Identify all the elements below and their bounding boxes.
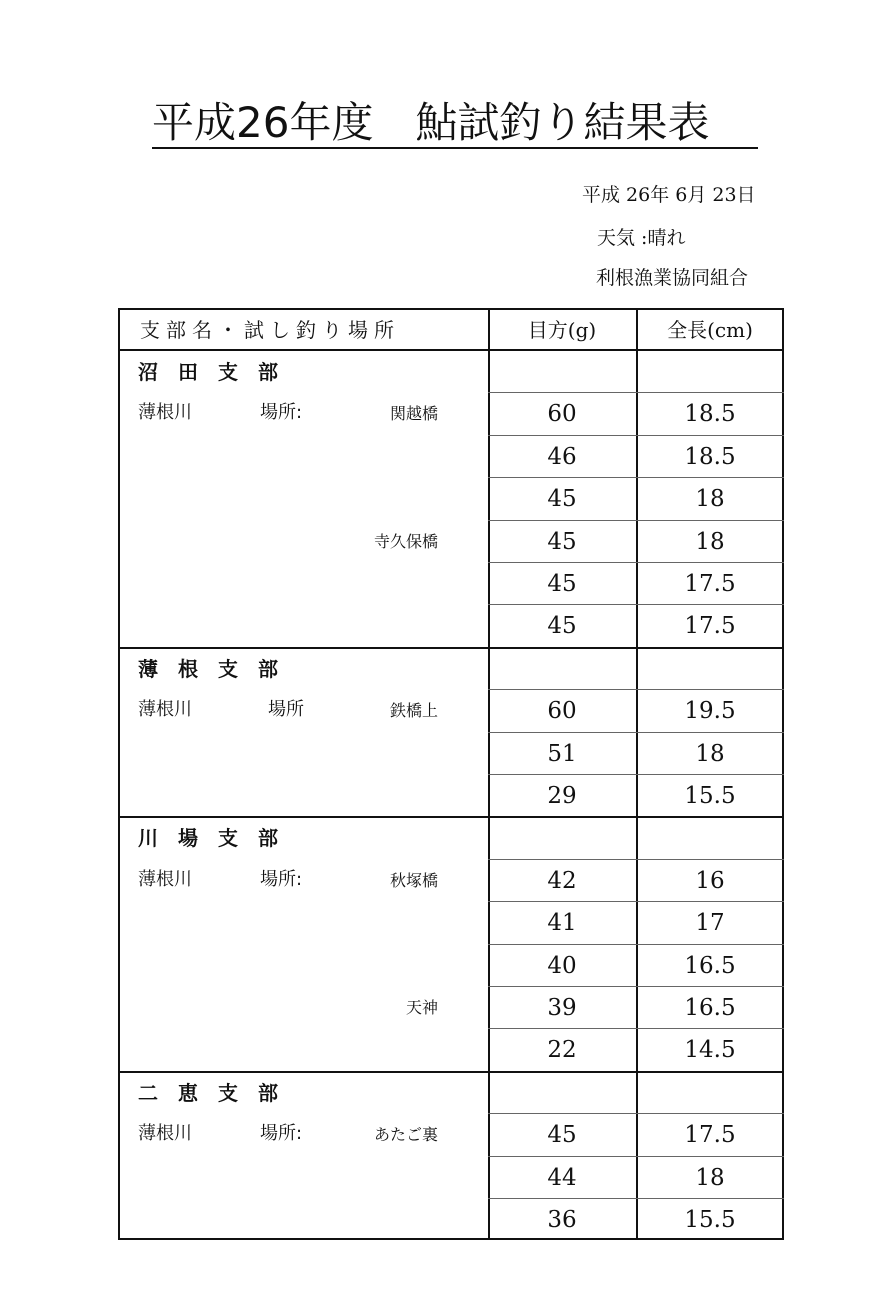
weight-value: 60 — [547, 698, 577, 725]
results-table — [118, 308, 784, 1240]
weight-value: 60 — [547, 401, 577, 428]
branch-divider — [118, 816, 784, 818]
row-separator — [488, 1113, 784, 1114]
row-separator — [488, 604, 784, 605]
weight-value: 45 — [547, 571, 577, 597]
weather-text: 天気 :晴れ — [597, 227, 686, 249]
length-value: 18 — [695, 528, 725, 555]
row-separator — [488, 1028, 784, 1029]
row-separator — [488, 774, 784, 775]
row-separator — [488, 435, 784, 436]
branch-name: 川場支部 — [138, 826, 298, 851]
river-name: 薄根川 — [138, 699, 192, 721]
weight-value: 45 — [547, 528, 577, 555]
length-value: 18.5 — [684, 401, 736, 428]
weight-value: 22 — [547, 1037, 577, 1064]
row-separator — [488, 1156, 784, 1157]
weight-value: 42 — [547, 867, 577, 894]
fishing-spot: 関越橋 — [389, 404, 438, 424]
header-place: 支部名・試し釣り場所 — [140, 318, 400, 342]
weight-value: 45 — [547, 1122, 577, 1149]
weight-value: 45 — [547, 613, 577, 640]
length-value: 18 — [695, 1164, 725, 1191]
fishing-spot: 鉄橋上 — [389, 701, 438, 721]
table-border-top — [118, 308, 784, 310]
row-separator — [488, 520, 784, 521]
weight-value: 51 — [547, 740, 577, 767]
length-value: 18 — [695, 740, 725, 767]
title-underline — [152, 147, 758, 149]
header-rule — [118, 349, 784, 351]
weight-value: 46 — [547, 443, 577, 470]
page-title: 平成26年度 鮎試釣り結果表 — [152, 98, 710, 147]
row-separator — [488, 477, 784, 478]
row-separator — [488, 392, 784, 393]
row-separator — [488, 562, 784, 563]
length-value: 18 — [695, 486, 725, 513]
river-name: 薄根川 — [138, 1123, 192, 1145]
fishing-spot: あたご裏 — [373, 1125, 438, 1145]
length-value: 17 — [695, 910, 725, 937]
fishing-spot: 秋塚橋 — [389, 870, 438, 890]
length-value: 17.5 — [684, 1122, 736, 1149]
weight-value: 36 — [547, 1207, 577, 1233]
length-value: 14.5 — [684, 1037, 736, 1064]
fishing-spot: 天神 — [405, 998, 438, 1017]
branch-divider — [118, 647, 784, 649]
fishing-spot: 寺久保橋 — [373, 531, 438, 551]
place-label: 場所: — [260, 1123, 303, 1145]
length-value: 16 — [695, 867, 725, 894]
row-separator — [488, 901, 784, 902]
weight-value: 29 — [547, 783, 577, 809]
weight-value: 40 — [547, 952, 577, 979]
length-value: 16.5 — [684, 995, 736, 1021]
branch-name: 薄根支部 — [138, 656, 298, 681]
row-separator — [488, 859, 784, 860]
length-value: 16.5 — [684, 952, 736, 979]
row-separator — [488, 986, 784, 987]
place-label: 場所 — [268, 699, 304, 721]
length-value: 19.5 — [684, 698, 736, 725]
report-date: 平成 26年 6月 23日 — [582, 184, 756, 206]
header-weight: 目方(g) — [527, 318, 597, 342]
branch-divider — [118, 1071, 784, 1073]
place-label: 場所: — [260, 868, 303, 890]
row-separator — [488, 944, 784, 945]
organization-name: 利根漁業協同組合 — [596, 267, 749, 289]
row-separator — [488, 689, 784, 690]
row-separator — [488, 732, 784, 733]
weight-value: 41 — [547, 910, 577, 937]
weight-value: 39 — [547, 995, 577, 1021]
branch-divider — [118, 1238, 784, 1240]
table-border-left — [118, 308, 120, 1240]
river-name: 薄根川 — [138, 868, 192, 890]
length-value: 17.5 — [684, 571, 736, 597]
length-value: 15.5 — [684, 1207, 736, 1233]
length-value: 17.5 — [684, 613, 736, 640]
header-length: 全長(cm) — [667, 318, 753, 342]
weight-value: 45 — [547, 486, 577, 513]
branch-name: 沼田支部 — [138, 360, 298, 384]
place-label: 場所: — [260, 402, 303, 424]
row-separator — [488, 1198, 784, 1199]
river-name: 薄根川 — [138, 402, 192, 424]
length-value: 18.5 — [684, 443, 736, 470]
weight-value: 44 — [547, 1164, 577, 1191]
branch-name: 二恵支部 — [138, 1080, 298, 1105]
length-value: 15.5 — [684, 783, 736, 809]
